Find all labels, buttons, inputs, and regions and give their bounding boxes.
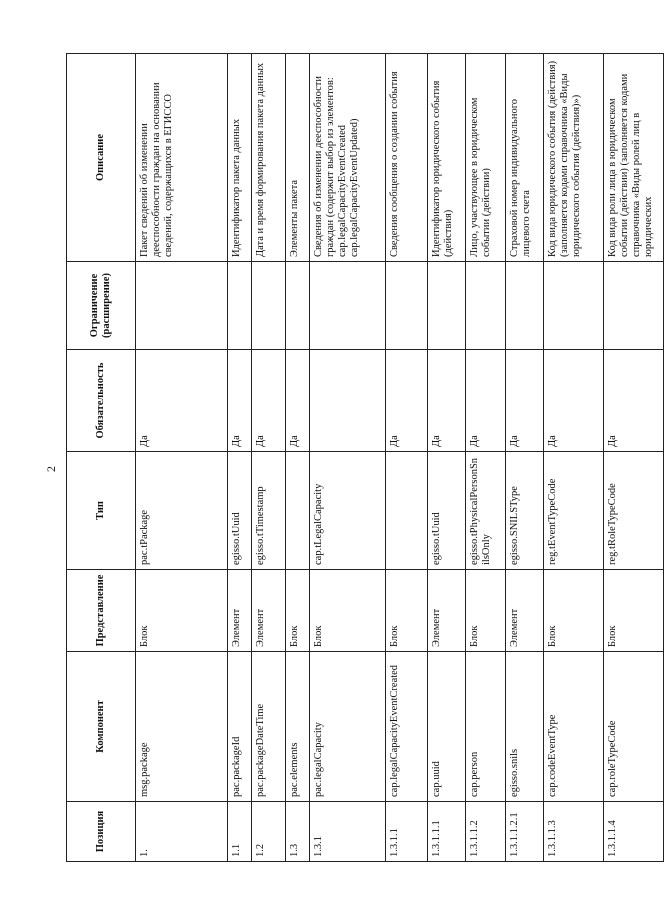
cell-mandatory: Да	[136, 350, 228, 452]
cell-description: Идентификатор юридического события (действия)	[428, 54, 466, 262]
cell-component: cap.uuid	[428, 652, 466, 802]
table-row	[286, 54, 310, 862]
cell-description: Идентификатор пакета данных	[228, 54, 252, 262]
cell-restriction	[604, 262, 664, 350]
rotated-sheet	[0, 54, 655, 857]
table-row	[252, 54, 286, 862]
cell-position: 1.3.1.1.2.1	[506, 802, 544, 862]
header-restriction: Ограничение (расширение)	[67, 262, 136, 350]
cell-description: Сведения сообщения о создании события	[386, 54, 428, 262]
table-row	[544, 54, 604, 862]
cell-position: 1.3.1	[310, 802, 386, 862]
cell-position: 1.2	[252, 802, 286, 862]
cell-position: 1.3	[286, 802, 310, 862]
cell-type: egisso.tTimestamp	[252, 452, 286, 570]
cell-type: egisso.tPhysicalPersonSnilsOnly	[466, 452, 506, 570]
cell-description: Элементы пакета	[286, 54, 310, 262]
cell-mandatory	[310, 350, 386, 452]
cell-mandatory: Да	[228, 350, 252, 452]
header-mandatory: Обязательность	[67, 350, 136, 452]
cell-type: egisso.tUuid	[428, 452, 466, 570]
cell-component: pac.legalCapacity	[310, 652, 386, 802]
cell-position: 1.3.1.1.1	[428, 802, 466, 862]
components-table	[66, 53, 664, 862]
cell-position: 1.	[136, 802, 228, 862]
cell-component: cap.person	[466, 652, 506, 802]
cell-component: cap.legalCapacityEventCreated	[386, 652, 428, 802]
cell-description: Сведения об изменении дееспособности граждан (содержит выбор из элементов: cap.legalCapacityEventCreated cap.legalCapacityEventUpdated)	[310, 54, 386, 262]
cell-restriction	[506, 262, 544, 350]
cell-description: Лицо, участвующее в юридическом событии (действии)	[466, 54, 506, 262]
cell-representation: Блок	[310, 570, 386, 652]
cell-type: egisso.tUuid	[228, 452, 252, 570]
cell-representation: Элемент	[506, 570, 544, 652]
table-row	[604, 54, 664, 862]
table-row	[428, 54, 466, 862]
header-position: Позиция	[67, 802, 136, 862]
table-row	[228, 54, 252, 862]
cell-mandatory: Да	[386, 350, 428, 452]
cell-description: Пакет сведений об изменении дееспособности граждан на основании сведений, содержащихся в ЕГИССО	[136, 54, 228, 262]
cell-representation: Блок	[604, 570, 664, 652]
cell-component: pac.packageDateTime	[252, 652, 286, 802]
cell-representation: Блок	[466, 570, 506, 652]
cell-mandatory: Да	[544, 350, 604, 452]
cell-restriction	[428, 262, 466, 350]
cell-mandatory: Да	[506, 350, 544, 452]
cell-description: Код вида юридического события (действия) (заполняется кодами справочника «Виды юридического события (действия)»)	[544, 54, 604, 262]
cell-representation: Блок	[544, 570, 604, 652]
cell-type: egisso.SNILSType	[506, 452, 544, 570]
cell-position: 1.3.1.1.2	[466, 802, 506, 862]
cell-mandatory: Да	[428, 350, 466, 452]
cell-representation: Элемент	[428, 570, 466, 652]
cell-type: pac.tPackage	[136, 452, 228, 570]
cell-position: 1.3.1.1	[386, 802, 428, 862]
cell-restriction	[544, 262, 604, 350]
cell-type: reg.tRoleTypeCode	[604, 452, 664, 570]
cell-component: msg.package	[136, 652, 228, 802]
table-row	[506, 54, 544, 862]
cell-component: pac.elements	[286, 652, 310, 802]
table-row	[136, 54, 228, 862]
cell-restriction	[466, 262, 506, 350]
cell-description: Код вида роли лица в юридическом событии (действии) (заполняется кодами справочника «Виды ролей лиц в юридических	[604, 54, 664, 262]
cell-position: 1.3.1.1.3	[544, 802, 604, 862]
header-representation: Представление	[67, 570, 136, 652]
cell-component: egisso.snils	[506, 652, 544, 802]
cell-type	[386, 452, 428, 570]
cell-description: Страховой номер индивидуального лицевого счета	[506, 54, 544, 262]
header-type: Тип	[67, 452, 136, 570]
cell-mandatory: Да	[252, 350, 286, 452]
cell-restriction	[286, 262, 310, 350]
header-description: Описание	[67, 54, 136, 262]
cell-restriction	[310, 262, 386, 350]
cell-position: 1.1	[228, 802, 252, 862]
cell-mandatory: Да	[604, 350, 664, 452]
cell-description: Дата и время формирования пакета данных	[252, 54, 286, 262]
cell-component: cap.roleTypeCode	[604, 652, 664, 802]
cell-position: 1.3.1.1.4	[604, 802, 664, 862]
header-component: Компонент	[67, 652, 136, 802]
cell-component: cap.codeEventType	[544, 652, 604, 802]
cell-representation: Элемент	[228, 570, 252, 652]
cell-type: cap.tLegalCapacity	[310, 452, 386, 570]
cell-mandatory: Да	[286, 350, 310, 452]
cell-restriction	[228, 262, 252, 350]
cell-representation: Блок	[136, 570, 228, 652]
table-row	[386, 54, 428, 862]
cell-representation: Блок	[286, 570, 310, 652]
table-header-row	[67, 54, 136, 862]
cell-mandatory: Да	[466, 350, 506, 452]
page-number: 2	[44, 466, 58, 472]
cell-restriction	[386, 262, 428, 350]
cell-representation: Блок	[386, 570, 428, 652]
table-row	[466, 54, 506, 862]
cell-component: pac.packageId	[228, 652, 252, 802]
cell-restriction	[252, 262, 286, 350]
table-row	[310, 54, 386, 862]
cell-restriction	[136, 262, 228, 350]
cell-type: reg.tEventTypeCode	[544, 452, 604, 570]
cell-representation: Элемент	[252, 570, 286, 652]
cell-type	[286, 452, 310, 570]
